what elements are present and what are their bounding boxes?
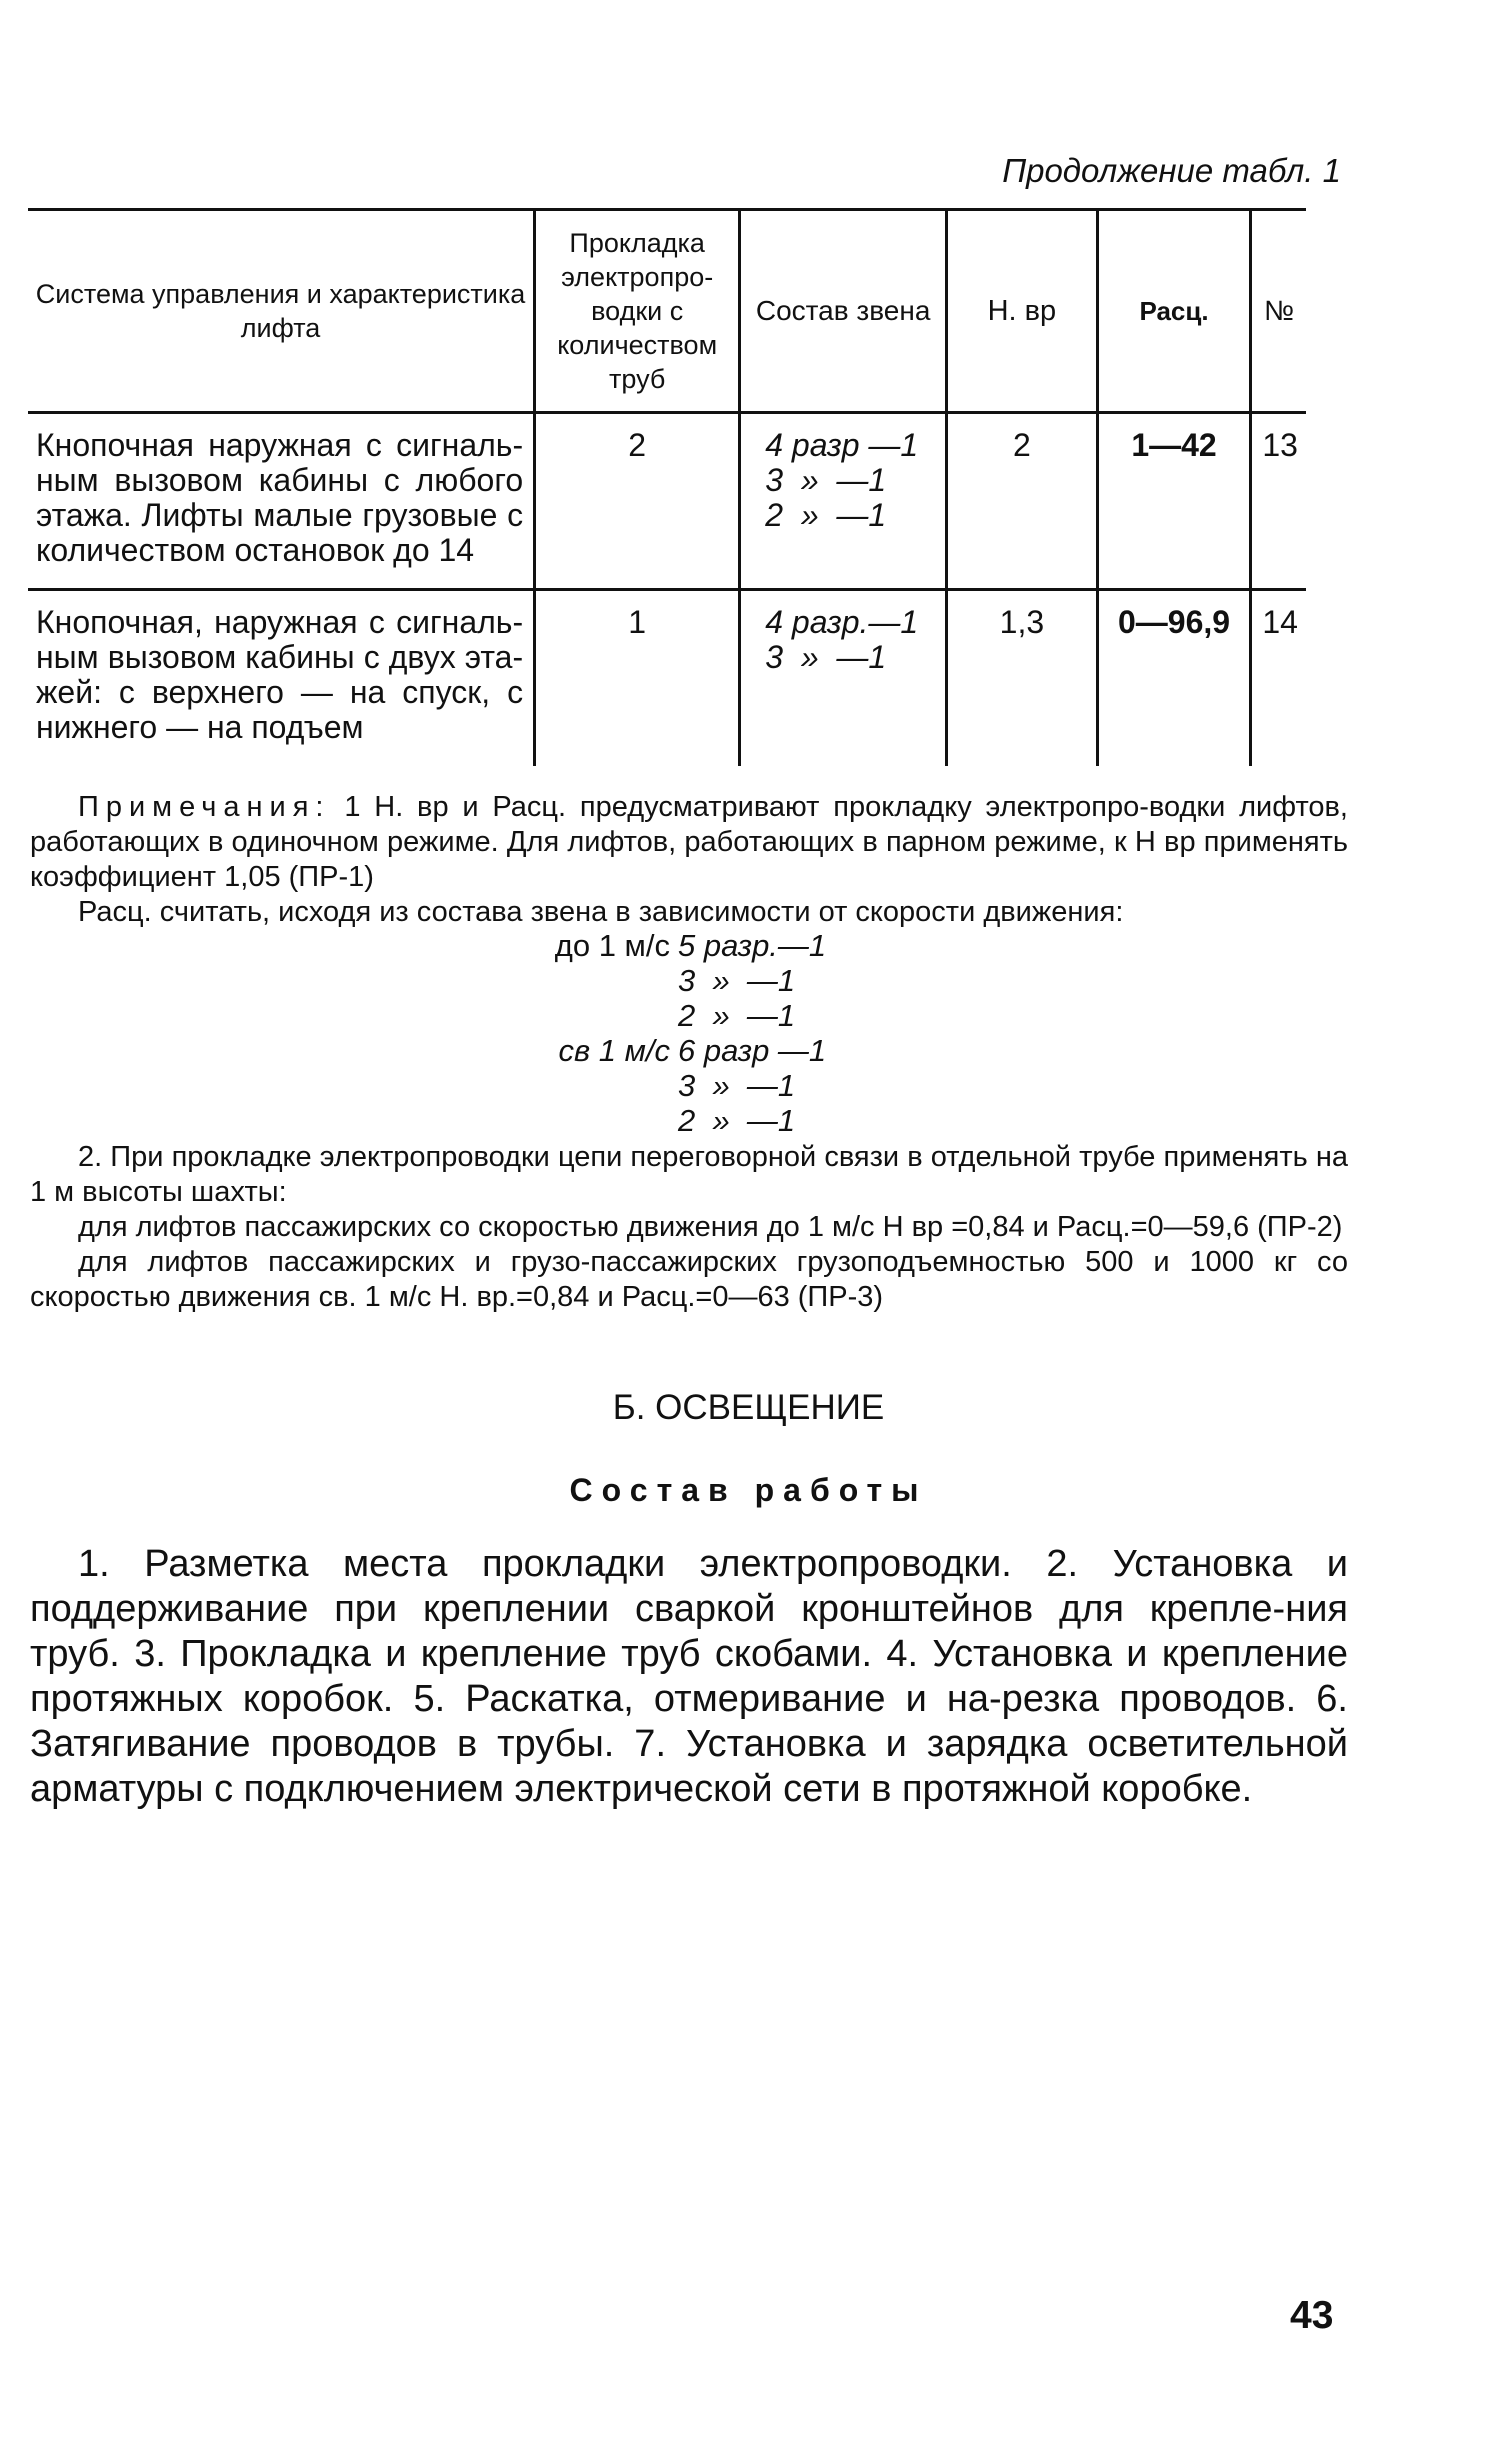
continuation-label: Продолжение табл. 1: [1002, 152, 1341, 189]
crew-line: 3 » —1: [765, 462, 887, 498]
note-2: 2. При прокладке электропроводки цепи переговорной связи в отдельной трубе применять на 1 м высоты шахты:: [30, 1141, 1348, 1208]
crew-line: 2 » —1: [765, 497, 887, 533]
speed-crew-list: [500, 928, 826, 1138]
speed-crew: 2 » —1: [678, 1103, 796, 1138]
section-title: Б. ОСВЕЩЕНИЕ: [612, 1388, 885, 1427]
speed-label: [500, 963, 678, 998]
crew-line: 3 » —1: [765, 639, 887, 675]
list-item: [500, 928, 826, 963]
speed-crew: 5 разр.—1: [678, 928, 827, 963]
row-pipes: 1: [535, 590, 740, 766]
row-price: 1—42: [1097, 413, 1251, 590]
table-header-row: [28, 210, 1306, 413]
row-crew: [740, 413, 947, 590]
header-pipes: Прокладка электропро-водки с количеством труб: [535, 210, 740, 413]
row-pipes: 2: [535, 413, 740, 590]
speed-label: до 1 м/с: [554, 928, 670, 963]
header-number: №: [1251, 210, 1306, 413]
header-crew: Состав звена: [740, 210, 947, 413]
note-1: 1 Н. вр и Расц. предусматривают прокладку электропро-водки лифтов, работающих в одиночном режиме. Для лифтов, работающих в парном режиме, к Н вр применять коэффициент 1,05 (ПР-1): [30, 791, 1348, 893]
list-item: [500, 998, 826, 1033]
row-description: Кнопочная, наружная с сигналь-ным вызовом кабины с двух эта-жей: с верхнего — на спуск, с нижнего — на подъем: [28, 590, 535, 766]
header-system: Система управления и характеристика лифта: [28, 210, 535, 413]
speed-label: св 1 м/с: [558, 1033, 670, 1068]
note-1-price: Расц. считать, исходя из состава звена в зависимости от скорости движения:: [78, 896, 1124, 928]
list-item: [500, 1103, 826, 1138]
header-price: Расц.: [1097, 210, 1251, 413]
speed-label: [500, 1103, 678, 1138]
speed-crew: 3 » —1: [678, 963, 796, 998]
work-text: 1. Разметка места прокладки электропроводки. 2. Установка и поддерживание при креплении сваркой кронштейнов для крепле-ния труб. 3. Прокладка и крепление труб скобами. 4. Установка и крепление протяжных коробок. 5. Раскатка, отмеривание и на-резка проводов. 6. Затягивание проводов в трубы. 7. Установка и зарядка осветительной арматуры с подключением электрической сети в протяжной коробке.: [30, 1543, 1348, 1810]
header-norm-time: Н. вр: [947, 210, 1098, 413]
note-2-freight: для лифтов пассажирских и грузо-пассажирских грузоподъемностью 500 и 1000 кг со скоростью движения св. 1 м/с Н. вр.=0,84 и Расц.=0—63 (ПР-3): [30, 1246, 1348, 1313]
note-2-passenger: для лифтов пассажирских со скоростью движения до 1 м/с Н вр =0,84 и Расц.=0—59,6 (ПР-2): [78, 1211, 1343, 1243]
speed-label: [500, 1068, 678, 1103]
work-description: [30, 1542, 1348, 1812]
speed-crew: 6 разр —1: [678, 1033, 827, 1068]
speed-label: [500, 998, 678, 1033]
page-number: 43: [1290, 2294, 1334, 2337]
row-number: 13: [1251, 413, 1306, 590]
crew-line: 4 разр —1: [765, 427, 919, 463]
row-norm-time: 1,3: [947, 590, 1098, 766]
subsection-title: Состав работы: [569, 1472, 928, 1508]
list-item: [500, 1033, 826, 1068]
list-item: [500, 1068, 826, 1103]
row-crew: [740, 590, 947, 766]
crew-line: 4 разр.—1: [765, 604, 919, 640]
speed-crew: 3 » —1: [678, 1068, 796, 1103]
speed-crew: 2 » —1: [678, 998, 796, 1033]
row-price: 0—96,9: [1097, 590, 1251, 766]
row-description: Кнопочная наружная с сигналь-ным вызовом кабины с любого этажа. Лифты малые грузовые с количеством остановок до 14: [28, 413, 535, 590]
list-item: [500, 963, 826, 998]
row-number: 14: [1251, 590, 1306, 766]
table-row: [28, 413, 1306, 590]
row-norm-time: 2: [947, 413, 1098, 590]
table-row: [28, 590, 1306, 766]
norms-table: [28, 208, 1306, 766]
notes-label: Примечания:: [78, 791, 331, 823]
